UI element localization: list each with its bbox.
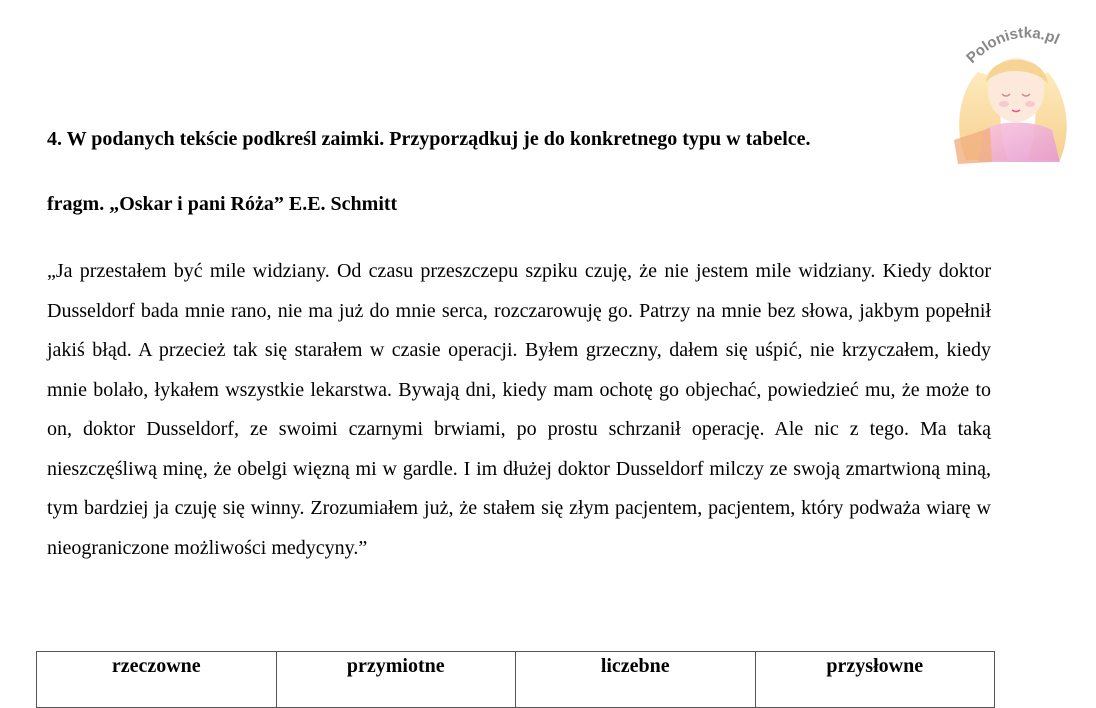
polonistka-logo [948,12,1080,164]
table-header-row [37,652,995,708]
pronoun-types-table [36,651,995,708]
text-passage: „Ja przestałem być mile widziany. Od czasu przeszczepu szpiku czuję, że nie jestem mile widziany. Kiedy doktor Dusseldorf bada mnie rano, nie ma już do mnie serca, rozczarowuję go. Patrzy na mnie bez słowa, jakbym popełnił jakiś błąd. A przecież tak się starałem w czasie operacji. Byłem grzeczny, dałem się uśpić, nie krzyczałem, kiedy mnie bolało, łykałem wszystkie lekarstwa. Bywają dni, kiedy mam ochotę go objechać, powiedzieć mu, że może to on, doktor Dusseldorf, ze swoimi czarnymi brwiami, po prostu schrzanił operację. Ale nic z tego. Ma taką nieszczęśliwą minę, że obelgi więzną mi w gardle. I im dłużej doktor Dusseldorf milczy ze swoją zmartwioną miną, tym bardziej ja czuję się winny. Zrozumiałem już, że stałem się złym pacjentem, pacjentem, który podważa wiarę w nieograniczone możliwości medycyny.” [47,260,991,559]
column-header-rzeczowne: rzeczowne [37,652,277,708]
logo-text: Polonistka.pl [963,24,1062,67]
column-header-przyslowne: przysłowne [755,652,995,708]
column-header-liczebne: liczebne [516,652,756,708]
girl-reading-illustration [948,12,1080,164]
text-source: fragm. „Oskar i pani Róża” E.E. Schmitt [47,193,398,215]
task-instruction: 4. W podanych tekście podkreśl zaimki. Przyporządkuj je do konkretnego typu w tabelce. [47,128,811,150]
column-header-przymiotne: przymiotne [276,652,516,708]
